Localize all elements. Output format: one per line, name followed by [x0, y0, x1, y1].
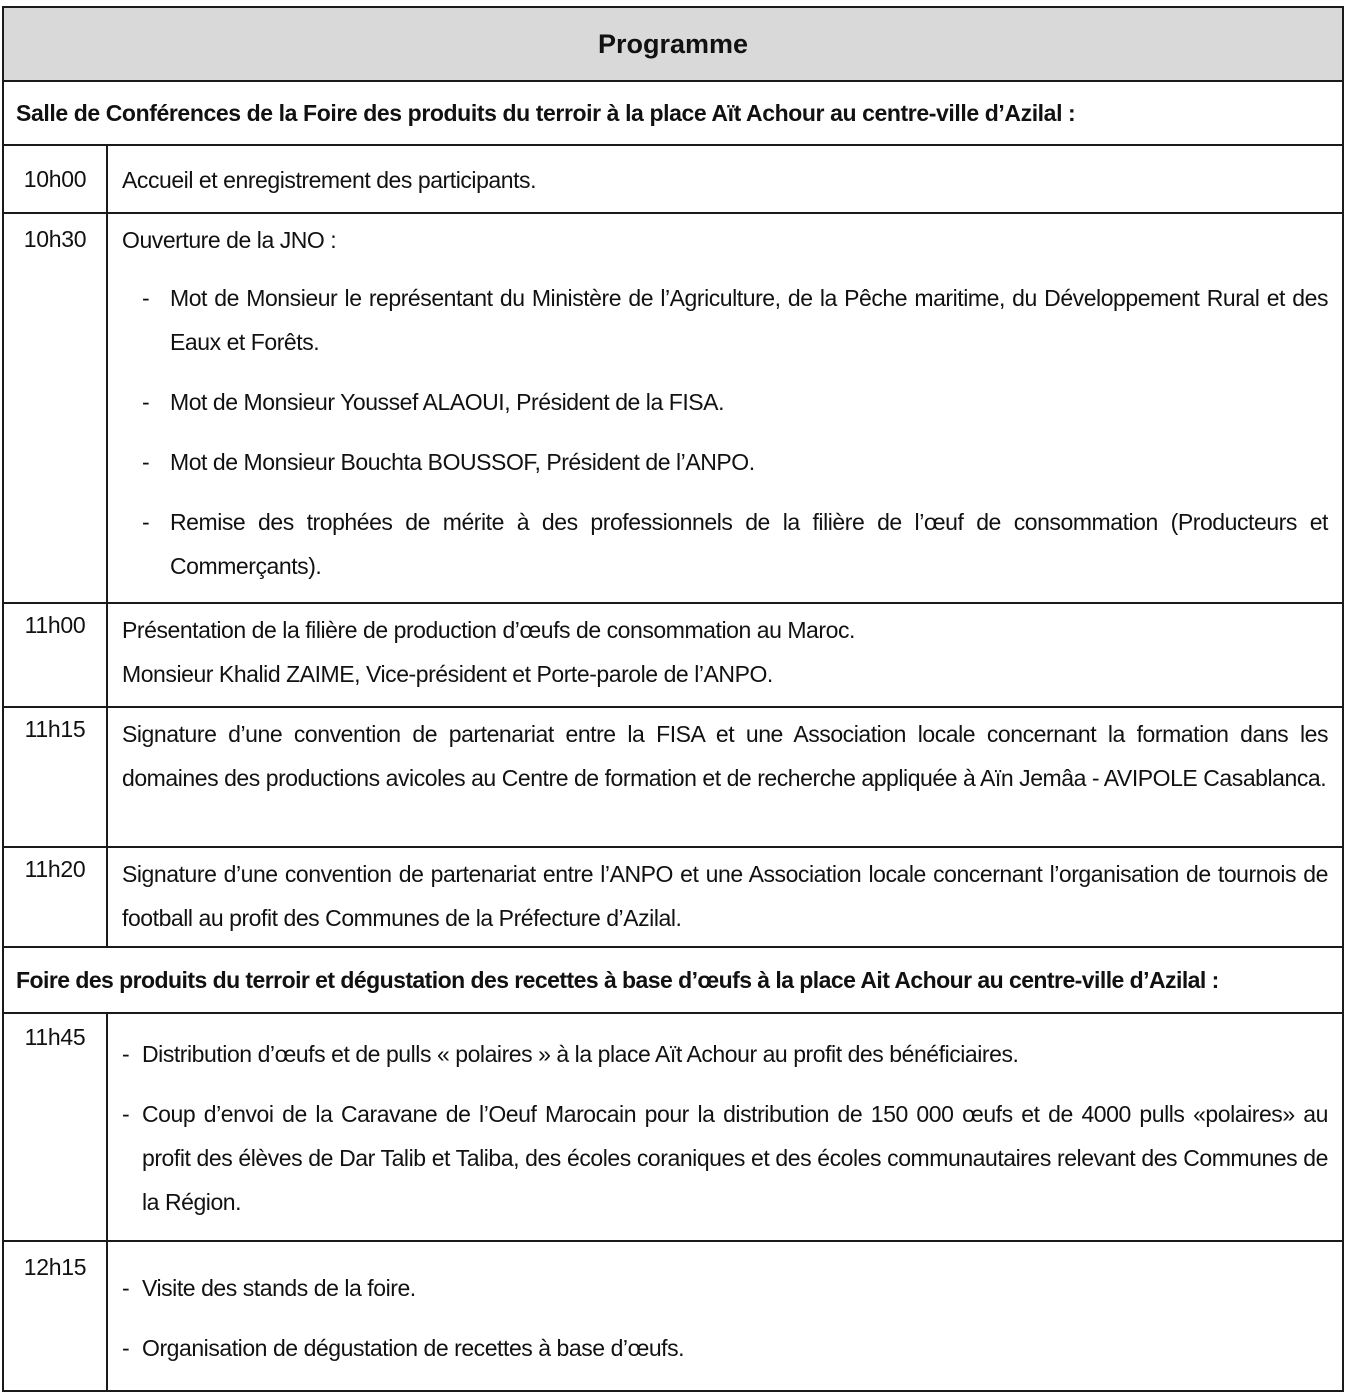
list-item: - Coup d’envoi de la Caravane de l’Oeuf Marocain pour la distribution de 150 000 œufs et de 4000 pulls «polaires» au profit des élèves de Dar Talib et Taliba, des écoles coraniques et des écoles communautaires relevant des Communes de la Région.	[122, 1092, 1328, 1224]
list-item: - Distribution d’œufs et de pulls « polaires » à la place Aït Achour au profit des bénéficiaires.	[122, 1032, 1328, 1076]
program-slot	[4, 708, 1342, 848]
slot-text: Accueil et enregistrement des participants.	[122, 167, 537, 193]
slot-time: 10h00	[4, 146, 108, 212]
dash-marker: -	[122, 1335, 130, 1361]
list-item: - Mot de Monsieur Youssef ALAOUI, Président de la FISA.	[122, 380, 1328, 424]
list-item: - Organisation de dégustation de recettes à base d’œufs.	[122, 1326, 1328, 1370]
slot-content	[108, 848, 1342, 946]
program-slot	[4, 1242, 1342, 1390]
program-slot	[4, 146, 1342, 214]
dash-marker: -	[142, 389, 150, 415]
slot-content	[108, 604, 1342, 706]
program-slot	[4, 214, 1342, 604]
speaker-list	[122, 276, 1328, 588]
slot-time: 11h00	[4, 604, 108, 706]
slot-content	[108, 214, 1342, 602]
slot-time: 12h15	[4, 1242, 108, 1390]
dash-marker: -	[142, 449, 150, 475]
slot-text: Présentation de la filière de production d’œufs de consommation au Maroc.	[122, 617, 855, 643]
slot-time: 11h45	[4, 1014, 108, 1240]
program-slot	[4, 604, 1342, 708]
slot-time: 11h20	[4, 848, 108, 946]
program-table	[2, 6, 1344, 1392]
dash-marker: -	[122, 1101, 130, 1127]
dash-marker: -	[122, 1275, 130, 1301]
slot-time: 11h15	[4, 708, 108, 846]
list-item: - Mot de Monsieur Bouchta BOUSSOF, Président de l’ANPO.	[122, 440, 1328, 484]
dash-marker: -	[142, 285, 150, 311]
slot-text: Signature d’une convention de partenariat entre la FISA et une Association locale concernant la formation dans les domaines des productions avicoles au Centre de formation et de recherche appliquée à Aïn Jemâa - AVIPOLE Casablanca.	[122, 721, 1328, 791]
slot-text: Signature d’une convention de partenariat entre l’ANPO et une Association locale concernant l’organisation de tournois de football au profit des Communes de la Préfecture d’Azilal.	[122, 861, 1328, 931]
slot-content	[108, 708, 1342, 846]
slot-content	[108, 146, 1342, 212]
slot-content	[108, 1242, 1342, 1390]
slot-text: Ouverture de la JNO :	[122, 227, 337, 253]
slot-time: 10h30	[4, 214, 108, 602]
list-item: - Visite des stands de la foire.	[122, 1266, 1328, 1310]
program-slot	[4, 848, 1342, 948]
section-heading-fair: Foire des produits du terroir et dégustation des recettes à base d’œufs à la place Ait Achour au centre-ville d’Azilal :	[4, 948, 1342, 1014]
dash-marker: -	[122, 1041, 130, 1067]
list-item: - Remise des trophées de mérite à des professionnels de la filière de l’œuf de consommation (Producteurs et Commerçants).	[122, 500, 1328, 588]
activity-list	[122, 1032, 1328, 1224]
slot-text-speaker: Monsieur Khalid ZAIME, Vice-président et Porte-parole de l’ANPO.	[122, 661, 773, 687]
dash-marker: -	[142, 509, 150, 535]
slot-content	[108, 1014, 1342, 1240]
program-slot	[4, 1014, 1342, 1242]
list-item: - Mot de Monsieur le représentant du Ministère de l’Agriculture, de la Pêche maritime, du Développement Rural et des Eaux et Forêts.	[122, 276, 1328, 364]
activity-list	[122, 1266, 1328, 1370]
section-heading-conference: Salle de Conférences de la Foire des produits du terroir à la place Aït Achour au centre-ville d’Azilal :	[4, 82, 1342, 146]
program-title: Programme	[4, 8, 1342, 82]
